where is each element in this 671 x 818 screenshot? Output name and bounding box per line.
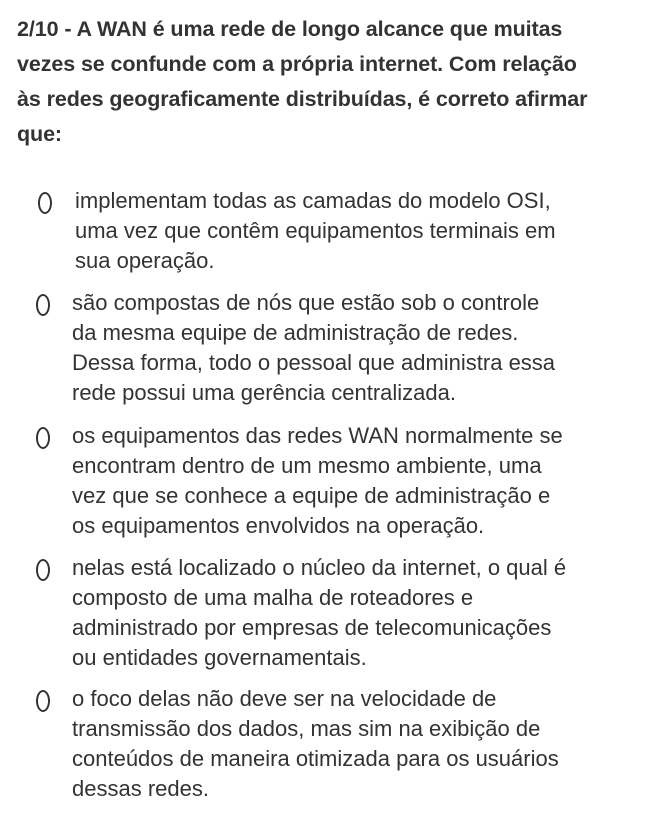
answer-option-label: o foco delas não deve ser na velocidade de transmissão dos dados, mas sim na exibição de conteúdos de maneira otimizada para os usuários dessas redes. (72, 686, 559, 801)
radio-button-icon[interactable] (36, 690, 50, 712)
answer-option-label: nelas está localizado o núcleo da internet, o qual é composto de uma malha de roteadores e administrado por empresas de telecomunicações ou entidades governamentais. (72, 555, 567, 670)
answer-option-label: são compostas de nós que estão sob o controle da mesma equipe de administração de redes. Dessa forma, todo o pessoal que administra essa rede possui uma gerência centralizada. (72, 290, 556, 405)
radio-button-icon[interactable] (36, 294, 50, 316)
answer-option-label: implementam todas as camadas do modelo OSI, uma vez que contêm equipamentos terminais em sua operação. (75, 188, 556, 273)
question-text (17, 12, 657, 152)
answer-option-label: os equipamentos das redes WAN normalmente se encontram dentro de um mesmo ambiente, uma vez que se conhece a equipe de administração e os equipamentos envolvidos na operação. (72, 423, 563, 538)
radio-button-icon[interactable] (36, 427, 50, 449)
radio-button-icon[interactable] (38, 192, 52, 214)
question-label: 2/10 - A WAN é uma rede de longo alcance que muitas vezes se confunde com a própria internet. Com relação às redes geograficamente distribuídas, é correto afirmar que: (17, 17, 588, 146)
radio-button-icon[interactable] (36, 559, 50, 581)
